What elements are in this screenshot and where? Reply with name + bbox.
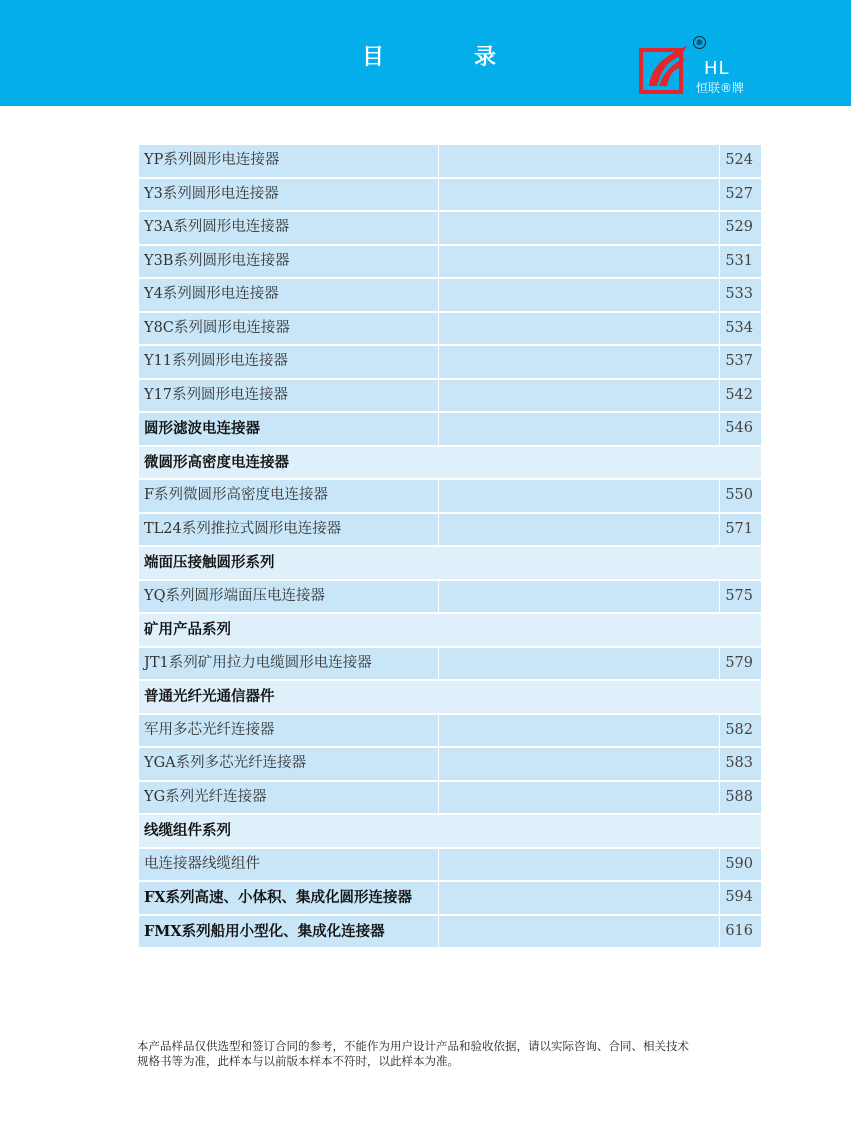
toc-title-cell bbox=[139, 179, 438, 211]
toc-page-cell bbox=[720, 179, 761, 211]
toc-entry-title: YG系列光纤连接器 bbox=[144, 788, 267, 805]
toc-page-number: 529 bbox=[725, 219, 753, 235]
toc-section-title: 普通光纤光通信器件 bbox=[144, 688, 275, 705]
toc-page-number: 534 bbox=[725, 319, 753, 336]
toc-row bbox=[139, 882, 761, 914]
toc-page-number: 537 bbox=[725, 353, 753, 369]
toc-row bbox=[139, 413, 761, 445]
toc-entry-title: F系列微圆形高密度电连接器 bbox=[144, 487, 329, 503]
toc-row bbox=[139, 246, 761, 278]
toc-section-cell bbox=[139, 815, 761, 847]
logo-hl-text: HL bbox=[704, 58, 730, 79]
toc-page-cell bbox=[720, 581, 761, 613]
toc-title-cell bbox=[139, 145, 438, 177]
toc-row bbox=[139, 279, 761, 311]
toc-section-title: 线缆组件系列 bbox=[144, 822, 231, 839]
toc-title-cell bbox=[139, 882, 438, 914]
toc-section-header bbox=[139, 815, 761, 847]
toc-row bbox=[139, 849, 761, 881]
toc-title-cell bbox=[139, 279, 438, 311]
header-bar bbox=[0, 0, 851, 106]
toc-title-cell bbox=[139, 514, 438, 546]
toc-title-cell bbox=[139, 313, 438, 345]
toc-title-cell bbox=[139, 715, 438, 747]
toc-page-number: 527 bbox=[725, 185, 753, 202]
toc-title-cell bbox=[139, 413, 438, 445]
toc-section-cell bbox=[139, 681, 761, 713]
toc-spacer-cell bbox=[439, 179, 719, 211]
toc-title-cell bbox=[139, 480, 438, 512]
toc-title-cell bbox=[139, 916, 438, 948]
toc-title-cell bbox=[139, 246, 438, 278]
toc-page-cell bbox=[720, 313, 761, 345]
toc-page-cell bbox=[720, 748, 761, 780]
toc-spacer-cell bbox=[439, 480, 719, 512]
toc-page-number: 616 bbox=[725, 922, 753, 939]
toc-section-header bbox=[139, 614, 761, 646]
toc-page-number: 533 bbox=[725, 286, 753, 302]
toc-entry-title: FMX系列船用小型化、集成化连接器 bbox=[144, 922, 385, 940]
toc-section-cell bbox=[139, 547, 761, 579]
toc-spacer-cell bbox=[439, 313, 719, 345]
toc-spacer-cell bbox=[439, 581, 719, 613]
toc-entry-title: FX系列高速、小体积、集成化圆形连接器 bbox=[144, 889, 413, 906]
toc-spacer-cell bbox=[439, 279, 719, 311]
toc-entry-title: 电连接器线缆组件 bbox=[144, 855, 260, 872]
toc-title-cell bbox=[139, 346, 438, 378]
toc-page-cell bbox=[720, 346, 761, 378]
toc-page-number: 575 bbox=[725, 587, 753, 604]
toc-title-cell bbox=[139, 782, 438, 814]
toc-entry-title: Y3B系列圆形电连接器 bbox=[144, 252, 290, 269]
toc-entry-title: YQ系列圆形端面压电连接器 bbox=[144, 587, 325, 604]
toc-title-cell bbox=[139, 849, 438, 881]
toc-row bbox=[139, 313, 761, 345]
toc-entry-title: Y8C系列圆形电连接器 bbox=[144, 319, 290, 336]
toc-section-title: 端面压接触圆形系列 bbox=[144, 554, 275, 571]
footer-line-1: 本产品样品仅供选型和签订合同的参考，不能作为用户设计产品和验收依据，请以实际咨询、合同、相关技术 bbox=[137, 1039, 689, 1053]
toc-page-number: 546 bbox=[725, 420, 753, 436]
toc-row bbox=[139, 380, 761, 412]
toc-page-number: 550 bbox=[725, 487, 753, 503]
page-title-char-1: 目 bbox=[362, 45, 385, 70]
toc-spacer-cell bbox=[439, 849, 719, 881]
footer-disclaimer bbox=[137, 1039, 757, 1069]
table-of-contents bbox=[139, 145, 761, 949]
toc-page-number: 542 bbox=[725, 386, 753, 403]
toc-entry-title: YP系列圆形电连接器 bbox=[144, 152, 280, 168]
toc-row bbox=[139, 715, 761, 747]
toc-entry-title: Y4系列圆形电连接器 bbox=[144, 286, 279, 302]
toc-page-number: 579 bbox=[725, 654, 753, 671]
page-title-char-2: 录 bbox=[474, 45, 497, 70]
toc-page-cell bbox=[720, 145, 761, 177]
toc-section-title: 微圆形高密度电连接器 bbox=[144, 453, 289, 471]
toc-spacer-cell bbox=[439, 514, 719, 546]
toc-page-cell bbox=[720, 514, 761, 546]
toc-spacer-cell bbox=[439, 145, 719, 177]
toc-section-header bbox=[139, 681, 761, 713]
toc-entry-title: Y3系列圆形电连接器 bbox=[144, 185, 279, 202]
toc-section-cell bbox=[139, 447, 761, 479]
toc-page-cell bbox=[720, 916, 761, 948]
toc-spacer-cell bbox=[439, 346, 719, 378]
toc-page-number: 531 bbox=[725, 252, 753, 269]
toc-entry-title: YGA系列多芯光纤连接器 bbox=[144, 755, 307, 771]
toc-entry-title: Y3A系列圆形电连接器 bbox=[144, 219, 290, 235]
toc-section-header bbox=[139, 447, 761, 479]
toc-spacer-cell bbox=[439, 882, 719, 914]
toc-entry-title: JT1系列矿用拉力电缆圆形电连接器 bbox=[144, 654, 372, 671]
toc-section-header bbox=[139, 547, 761, 579]
toc-section-title: 矿用产品系列 bbox=[144, 621, 231, 638]
toc-spacer-cell bbox=[439, 782, 719, 814]
toc-spacer-cell bbox=[439, 212, 719, 244]
toc-row bbox=[139, 514, 761, 546]
toc-entry-title: TL24系列推拉式圆形电连接器 bbox=[144, 520, 342, 537]
toc-spacer-cell bbox=[439, 246, 719, 278]
toc-page-cell bbox=[720, 849, 761, 881]
toc-page-cell bbox=[720, 782, 761, 814]
toc-spacer-cell bbox=[439, 916, 719, 948]
toc-page-cell bbox=[720, 413, 761, 445]
toc-title-cell bbox=[139, 380, 438, 412]
logo-brand-text: 恒联®牌 bbox=[696, 81, 745, 95]
toc-page-number: 524 bbox=[725, 152, 753, 168]
toc-title-cell bbox=[139, 212, 438, 244]
toc-page-number: 588 bbox=[725, 788, 753, 805]
toc-page-number: 571 bbox=[725, 520, 753, 537]
toc-page-number: 583 bbox=[725, 755, 753, 771]
toc-row bbox=[139, 782, 761, 814]
footer-line-2: 规格书等为准，此样本与以前版本样本不符时，以此样本为准。 bbox=[137, 1054, 459, 1068]
toc-row bbox=[139, 346, 761, 378]
toc-spacer-cell bbox=[439, 380, 719, 412]
toc-row bbox=[139, 145, 761, 177]
toc-row bbox=[139, 581, 761, 613]
toc-page-cell bbox=[720, 715, 761, 747]
toc-spacer-cell bbox=[439, 413, 719, 445]
toc-page-cell bbox=[720, 882, 761, 914]
toc-spacer-cell bbox=[439, 748, 719, 780]
toc-page-number: 594 bbox=[725, 889, 753, 905]
toc-row bbox=[139, 648, 761, 680]
toc-title-cell bbox=[139, 581, 438, 613]
toc-page-cell bbox=[720, 212, 761, 244]
toc-entry-title: Y11系列圆形电连接器 bbox=[144, 353, 289, 369]
toc-page-cell bbox=[720, 648, 761, 680]
toc-row bbox=[139, 748, 761, 780]
toc-page-cell bbox=[720, 279, 761, 311]
toc-row bbox=[139, 212, 761, 244]
toc-row bbox=[139, 916, 761, 948]
toc-entry-title: 军用多芯光纤连接器 bbox=[144, 721, 275, 738]
toc-page-cell bbox=[720, 380, 761, 412]
toc-page-number: 590 bbox=[725, 855, 753, 872]
toc-entry-title: 圆形滤波电连接器 bbox=[144, 420, 260, 437]
toc-page-cell bbox=[720, 480, 761, 512]
toc-title-cell bbox=[139, 748, 438, 780]
toc-spacer-cell bbox=[439, 648, 719, 680]
registered-mark-icon: ® bbox=[693, 36, 706, 49]
toc-title-cell bbox=[139, 648, 438, 680]
toc-page-number: 582 bbox=[725, 721, 753, 738]
toc-row bbox=[139, 179, 761, 211]
toc-spacer-cell bbox=[439, 715, 719, 747]
toc-entry-title: Y17系列圆形电连接器 bbox=[144, 386, 289, 403]
toc-page-cell bbox=[720, 246, 761, 278]
brand-logo-icon bbox=[639, 42, 689, 94]
toc-section-cell bbox=[139, 614, 761, 646]
toc-row bbox=[139, 480, 761, 512]
